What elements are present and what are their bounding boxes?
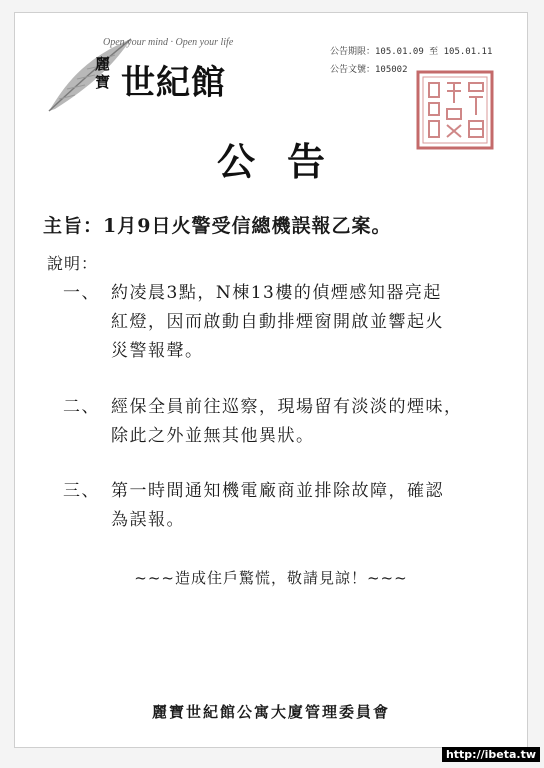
explanation-label: 說明： bbox=[47, 254, 99, 273]
brand-name-large: 世紀館 bbox=[121, 63, 226, 103]
item-number: 三、 bbox=[63, 481, 100, 501]
list-item bbox=[63, 393, 513, 451]
item-line: 紅燈，因而啟動自動排煙窗開啟並響起火 bbox=[111, 312, 444, 332]
item-text bbox=[111, 393, 513, 451]
item-line: 經保全員前往巡察，現場留有淡淡的煙味， bbox=[111, 397, 463, 417]
item-text bbox=[111, 279, 513, 366]
brand-slogan: Open your mind · Open your life bbox=[103, 37, 234, 48]
item-line: 除此之外並無其他異狀。 bbox=[111, 426, 315, 446]
list-item bbox=[63, 279, 513, 366]
item-line: 為誤報。 bbox=[111, 510, 185, 530]
brand-name-small: 麗寶 bbox=[95, 55, 111, 91]
item-line: 約凌晨3點，N棟13樓的偵煙感知器亮起 bbox=[111, 283, 442, 303]
item-number: 一、 bbox=[63, 283, 100, 303]
brand-logo bbox=[45, 35, 255, 115]
notice-subject: 主旨：1月9日火警受信總機誤報乙案。 bbox=[43, 215, 392, 237]
closing-apology: ~~~造成住戶驚慌，敬請見諒！~~~ bbox=[134, 569, 408, 587]
item-line: 第一時間通知機電廠商並排除故障，確認 bbox=[111, 481, 444, 501]
item-line: 災警報聲。 bbox=[111, 341, 204, 361]
page-title: 公告 bbox=[216, 139, 357, 184]
notice-number: 公告文號：105002 bbox=[330, 65, 408, 75]
item-text bbox=[111, 477, 513, 535]
notice-sheet bbox=[14, 12, 528, 748]
notice-period: 公告期限：105.01.09 至 105.01.11 bbox=[330, 47, 493, 57]
list-item bbox=[63, 477, 513, 535]
source-watermark: http://ibeta.tw bbox=[442, 747, 540, 762]
committee-signature: 麗寶世紀館公寓大廈管理委員會 bbox=[151, 703, 390, 721]
item-number: 二、 bbox=[63, 397, 100, 417]
